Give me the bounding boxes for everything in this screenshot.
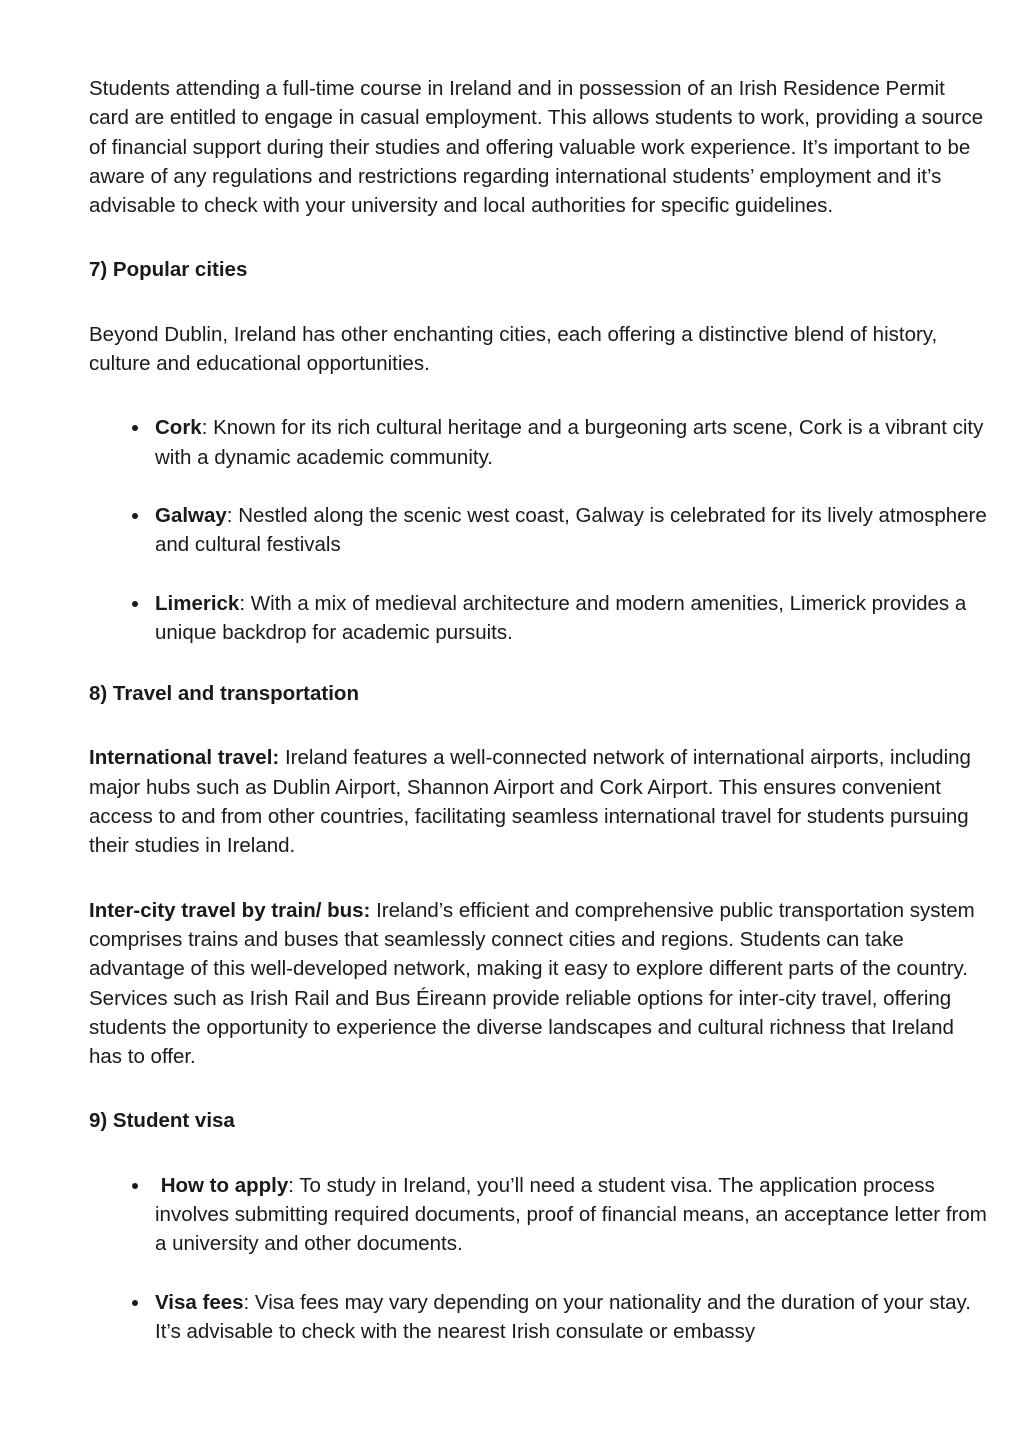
paragraph-lead: Inter-city travel by train/ bus: — [89, 898, 371, 922]
list-item-visa-fees — [89, 1288, 989, 1347]
bullet-icon — [132, 425, 138, 431]
list-item-galway — [89, 501, 989, 560]
international-travel-paragraph — [89, 743, 989, 860]
list-item-term: How to apply — [155, 1173, 289, 1197]
bullet-icon — [132, 601, 138, 607]
paragraph-text: Ireland’s efficient and comprehensive public transportation system comprises trains and buses that seamlessly connect cities and regions. Students can take advantage of this well-developed network, making it easy to explore different parts of the country. Services such as Irish Rail and Bus Éireann provide reliable options for inter-city travel, offering students the opportunity to experience the diverse landscapes and cultural richness that Ireland has to offer. — [89, 898, 975, 1069]
list-item-term: Cork — [155, 416, 202, 440]
popular-cities-list — [89, 413, 989, 647]
paragraph-text: Ireland features a well-connected network of international airports, including major hubs such as Dublin Airport, Shannon Airport and Cork Airport. This ensures convenient access to and from other countries, facilitating seamless international travel for students pursuing their studies in Ireland. — [89, 746, 971, 858]
paragraph-lead: International travel: — [89, 746, 280, 770]
bullet-icon — [132, 1183, 138, 1189]
list-item-text: : With a mix of medieval architecture and modern amenities, Limerick provides a unique backdrop for academic pursuits. — [155, 591, 967, 644]
bullet-icon — [132, 1300, 138, 1306]
list-item-term: Visa fees — [155, 1290, 244, 1314]
section-heading-popular-cities: 7) Popular cities — [89, 258, 248, 282]
list-item-term: Galway — [155, 503, 227, 527]
bullet-icon — [132, 513, 138, 519]
list-item-text: : Known for its rich cultural heritage and a burgeoning arts scene, Cork is a vibrant city with a dynamic academic community. — [155, 416, 984, 469]
list-item-how-to-apply — [89, 1171, 989, 1259]
list-item-text: : Nestled along the scenic west coast, Galway is celebrated for its lively atmosphere and cultural festivals — [155, 503, 987, 557]
list-item-cork — [89, 413, 989, 472]
section-heading-travel: 8) Travel and transportation — [89, 682, 359, 706]
student-visa-list — [89, 1171, 989, 1346]
inter-city-travel-paragraph — [89, 896, 989, 1072]
list-item-text: : To study in Ireland, you’ll need a student visa. The application process involves submitting required documents, proof of financial means, an acceptance letter from a university and other documents. — [155, 1173, 987, 1256]
list-item-text: : Visa fees may vary depending on your nationality and the duration of your stay. It’s advisable to check with the nearest Irish consulate or embassy — [155, 1290, 971, 1343]
list-item-term: Limerick — [155, 591, 240, 615]
intro-paragraph: Students attending a full-time course in Ireland and in possession of an Irish Residence Permit card are entitled to engage in casual employment. This allows students to work, providing a source of financial support during their studies and offering valuable work experience. It’s important to be aware of any regulations and restrictions regarding international students’ employment and it’s advisable to check with your university and local authorities for specific guidelines. — [89, 77, 984, 218]
document-page — [89, 74, 989, 1346]
popular-cities-paragraph: Beyond Dublin, Ireland has other enchanting cities, each offering a distinctive blend of history, culture and educational opportunities. — [89, 322, 938, 376]
section-heading-student-visa: 9) Student visa — [89, 1109, 235, 1133]
list-item-limerick — [89, 589, 989, 648]
